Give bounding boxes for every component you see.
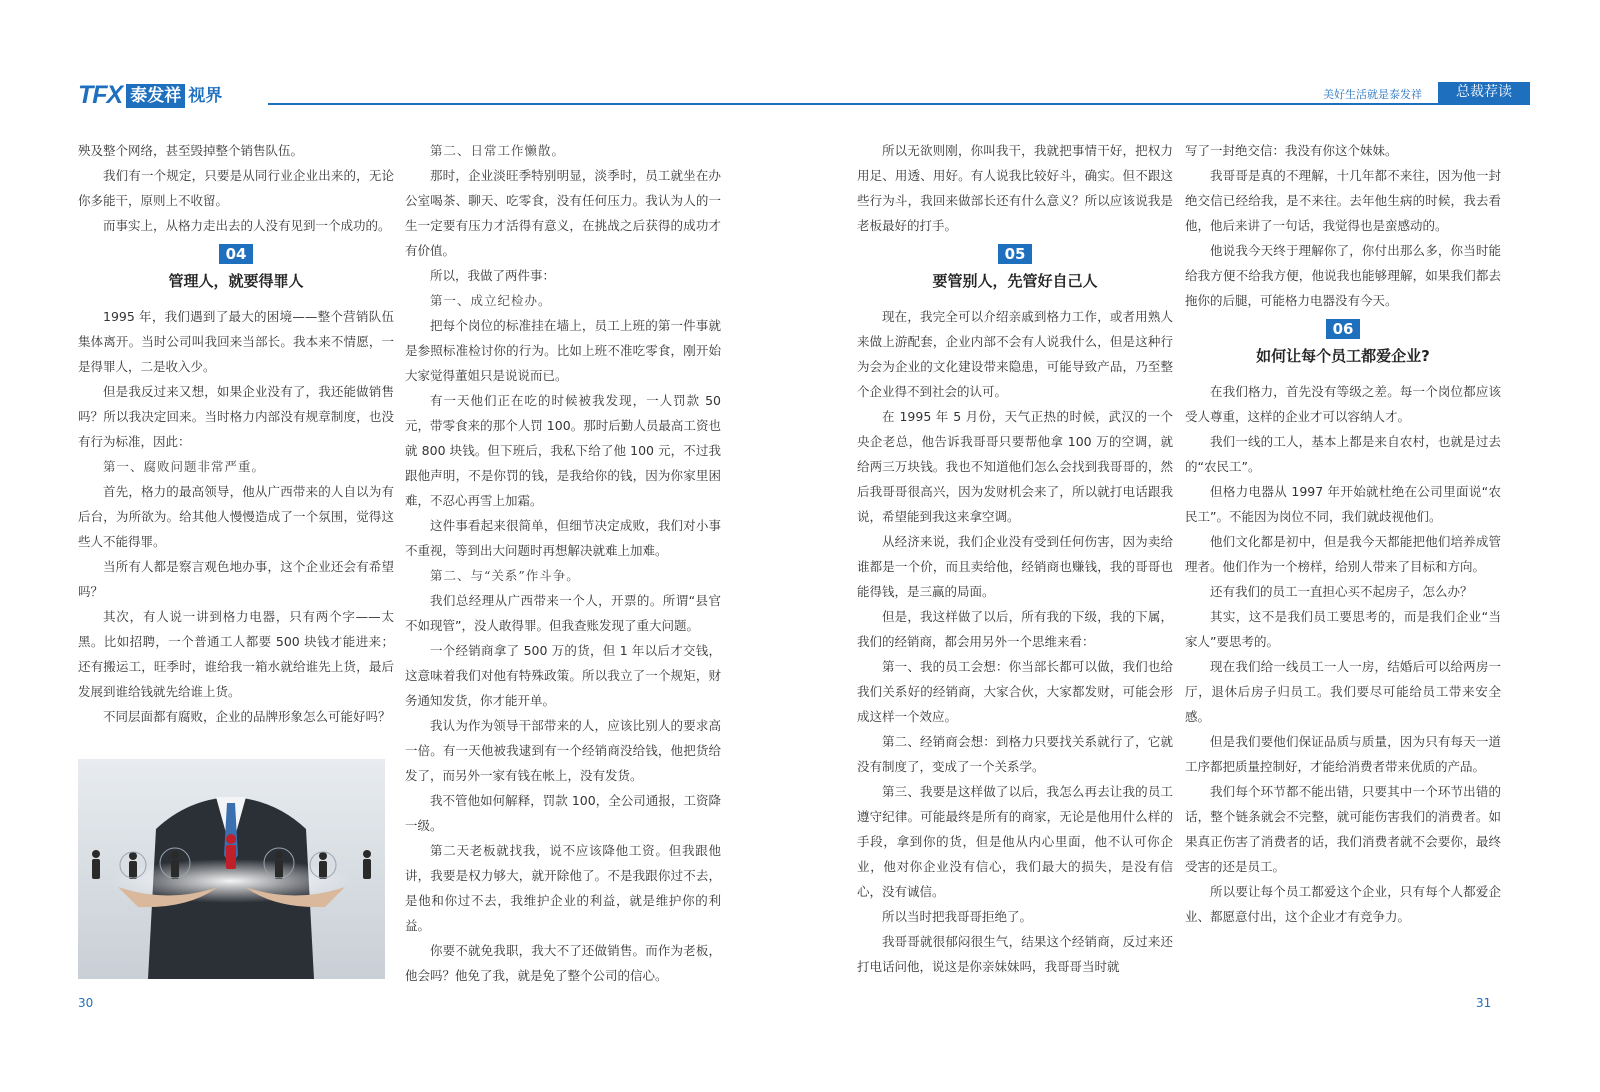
paragraph: 所以无欲则刚，你叫我干，我就把事情干好，把权力用足、用透、用好。有人说我比较好斗，确实。但不跟这些行为斗，我回来做部长还有什么意义？所以应该说我是老板最好的打手。	[857, 143, 1173, 233]
logo-sub-text: 视界	[188, 86, 223, 106]
paragraph: 所以，我做了两件事：	[430, 268, 556, 283]
paragraph: 我哥哥是真的不理解，十几年都不来往，因为他一封绝交信已经给我，是不来往。去年他生病的时候，我去看他，他后来讲了一句话，我觉得也是蛮感动的。	[1185, 168, 1501, 233]
sub-heading: 第一、成立纪检办。	[430, 293, 552, 308]
paragraph: 当所有人都是察言观色地办事，这个企业还会有希望吗？	[78, 559, 394, 599]
paragraph: 所以当时把我哥哥拒绝了。	[882, 909, 1033, 924]
paragraph: 他说我今天终于理解你了，你付出那么多，你当时能给我方便不给我方便，他说我也能够理解，如果我们都去拖你的后腿，可能格力电器没有今天。	[1185, 243, 1501, 308]
paragraph: 但是我反过来又想，如果企业没有了，我还能做销售吗？所以我决定回来。当时格力内部没有规章制度，也没有行为标准，因此：	[78, 384, 394, 449]
paragraph: 我认为作为领导干部带来的人，应该比别人的要求高一倍。有一天他被我逮到有一个经销商没给钱，他把货给发了，而另外一家有钱在帐上，没有发货。	[405, 718, 721, 783]
section-badge-wrap	[78, 242, 394, 266]
sub-heading: 第二、日常工作懒散。	[430, 143, 566, 158]
paragraph: 我们总经理从广西带来一个人，开票的。所谓“县官不如现管”，没人敢得罪。但我查账发现了重大问题。	[405, 593, 721, 633]
section-number-badge: 04	[219, 244, 253, 264]
paragraph: 写了一封绝交信：我没有你这个妹妹。	[1185, 143, 1398, 158]
paragraph: 但是我们要他们保证品质与质量，因为只有每天一道工序都把质量控制好，才能给消费者带来优质的产品。	[1185, 734, 1501, 774]
paragraph: 这件事看起来很简单，但细节决定成败，我们对小事不重视，等到出大问题时再想解决就难上加难。	[405, 518, 721, 558]
paragraph: 第三、我要是这样做了以后，我怎么再去让我的员工遵守纪律。可能最终是所有的商家，无论是他用什么样的手段，拿到你的货，但是他从内心里面，他不认可你企业，他对你企业没有信心，我们最大的损失，是没有信心，没有诚信。	[857, 784, 1173, 899]
paragraph: 我们有一个规定，只要是从同行业企业出来的，无论你多能干，原则上不收留。	[78, 168, 394, 208]
section-badge-wrap	[857, 242, 1173, 266]
section-number-badge: 06	[1326, 319, 1360, 339]
paragraph: 首先，格力的最高领导，他从广西带来的人自以为有后台，为所欲为。给其他人慢慢造成了一个氛围，觉得这些人不能得罪。	[78, 484, 394, 549]
section-number-badge: 05	[998, 244, 1032, 264]
column-3	[857, 138, 1173, 979]
paragraph: 第二、经销商会想：到格力只要找关系就行了，它就没有制度了，变成了一个关系学。	[857, 734, 1173, 774]
paragraph: 所以要让每个员工都爱这个企业，只有每个人都爱企业、都愿意付出，这个企业才有竞争力。	[1185, 884, 1501, 924]
paragraph: 殃及整个网络，甚至毁掉整个销售队伍。	[78, 143, 304, 158]
paragraph: 第二天老板就找我，说不应该降他工资。但我跟他讲，我要是权力够大，就开除他了。不是我跟你过不去，是他和你过不去，我维护企业的利益，就是维护你的利益。	[405, 843, 721, 933]
paragraph: 还有我们的员工一直担心买不起房子，怎么办？	[1210, 584, 1473, 599]
businessman-holding-people-icons-photo	[78, 759, 385, 979]
column-2	[405, 138, 721, 988]
header-slogan: 美好生活就是泰发祥	[1323, 88, 1422, 101]
paragraph: 把每个岗位的标准挂在墙上，员工上班的第一件事就是参照标准检讨你的行为。比如上班不准吃零食，刚开始大家觉得董姐只是说说而已。	[405, 318, 721, 383]
paragraph: 一个经销商拿了 500 万的货，但 1 年以后才交钱，这意味着我们对他有特殊政策。所以我立了一个规矩，财务通知发货，你才能开单。	[405, 643, 721, 708]
section-badge-wrap	[1185, 317, 1501, 341]
paragraph: 但格力电器从 1997 年开始就杜绝在公司里面说“农民工”。不能因为岗位不同，我们就歧视他们。	[1185, 484, 1501, 524]
sub-heading: 第一、腐败问题非常严重。	[103, 459, 266, 474]
page-number-right: 31	[1476, 996, 1492, 1010]
section-tab: 总裁荐读	[1438, 82, 1530, 103]
header-rule	[268, 103, 1530, 105]
page-number-left: 30	[78, 996, 94, 1010]
paragraph: 其次，有人说一讲到格力电器，只有两个字——太黑。比如招聘，一个普通工人都要 500 块钱才能进来；还有搬运工，旺季时，谁给我一箱水就给谁先上货，最后发展到谁给钱就先给谁上货。	[78, 609, 394, 699]
paragraph: 从经济来说，我们企业没有受到任何伤害，因为卖给谁都是一个价，而且卖给他，经销商也赚钱，我的哥哥也能得钱，是三赢的局面。	[857, 534, 1173, 599]
paragraph: 你要不就免我职，我大不了还做销售。而作为老板，他会吗？他免了我，就是免了整个公司的信心。	[405, 943, 721, 983]
paragraph: 那时，企业淡旺季特别明显，淡季时，员工就坐在办公室喝茶、聊天、吃零食，没有任何压力。我认为人的一生一定要有压力才活得有意义，在挑战之后获得的成功才有价值。	[405, 168, 721, 258]
paragraph: 现在，我完全可以介绍亲戚到格力工作，或者用熟人来做上游配套，企业内部不会有人说我什么，但是这种行为会为企业的文化建设带来隐患，可能导致产品，乃至整个企业得不到社会的认可。	[857, 309, 1173, 399]
paragraph: 在 1995 年 5 月份，天气正热的时候，武汉的一个央企老总，他告诉我哥哥只要帮他拿 100 万的空调，就给两三万块钱。我也不知道他们怎么会找到我哥哥的，然后我哥哥很高兴，因为发财机会来了，所以就打电话跟我说，希望能到我这来拿空调。	[857, 409, 1173, 524]
paragraph: 我们一线的工人，基本上都是来自农村，也就是过去的“农民工”。	[1185, 434, 1501, 474]
paragraph: 其实，这不是我们员工要思考的，而是我们企业“当家人”要思考的。	[1185, 609, 1501, 649]
paragraph: 在我们格力，首先没有等级之差。每一个岗位都应该受人尊重，这样的企业才可以容纳人才。	[1185, 384, 1501, 424]
logo-tfx-text: TFX	[78, 81, 123, 109]
paragraph: 第一、我的员工会想：你当部长都可以做，我们也给我们关系好的经销商，大家合伙，大家都发财，可能会形成这样一个效应。	[857, 659, 1173, 724]
paragraph: 有一天他们正在吃的时候被我发现，一人罚款 50 元，带零食来的那个人罚 100。那时后勤人员最高工资也就 800 块钱。但下班后，我私下给了他 100 元，不过我跟他声明，不是你罚的钱，是我给你的钱，因为你家里困难，不忍心再雪上加霜。	[405, 393, 721, 508]
logo-brand-text: 泰发祥	[126, 84, 185, 108]
paragraph: 现在我们给一线员工一人一房，结婚后可以给两房一厅，退休后房子归员工。我们要尽可能给员工带来安全感。	[1185, 659, 1501, 724]
paragraph: 1995 年，我们遇到了最大的困境——整个营销队伍集体离开。当时公司叫我回来当部长。我本来不情愿，一是得罪人，二是收入少。	[78, 309, 394, 374]
paragraph: 但是，我这样做了以后，所有我的下级，我的下属，我们的经销商，都会用另外一个思维来看：	[857, 609, 1173, 649]
paragraph: 不同层面都有腐败，企业的品牌形象怎么可能好吗？	[103, 709, 391, 724]
paragraph: 他们文化都是初中，但是我今天都能把他们培养成管理者。他们作为一个榜样，给别人带来了目标和方向。	[1185, 534, 1501, 574]
paragraph: 我哥哥就很郁闷很生气，结果这个经销商，反过来还打电话问他，说这是你亲妹妹吗，我哥哥当时就	[857, 934, 1173, 974]
column-1	[78, 138, 394, 729]
paragraph: 我不管他如何解释，罚款 100，全公司通报，工资降一级。	[405, 793, 721, 833]
paragraph: 而事实上，从格力走出去的人没有见到一个成功的。	[103, 218, 391, 233]
section-heading: 管理人，就要得罪人	[168, 272, 304, 290]
section-heading: 要管别人，先管好自己人	[932, 272, 1098, 290]
section-heading: 如何让每个员工都爱企业?	[1256, 347, 1430, 365]
column-4	[1185, 138, 1501, 929]
paragraph: 我们每个环节都不能出错，只要其中一个环节出错的话，整个链条就会不完整，就可能伤害我们的消费者。如果真正伤害了消费者的话，我们消费者就不会要你，最终受害的还是员工。	[1185, 784, 1501, 874]
tfx-logo	[78, 82, 222, 108]
magazine-header	[78, 80, 1530, 110]
sub-heading: 第二、与“关系”作斗争。	[430, 568, 580, 583]
